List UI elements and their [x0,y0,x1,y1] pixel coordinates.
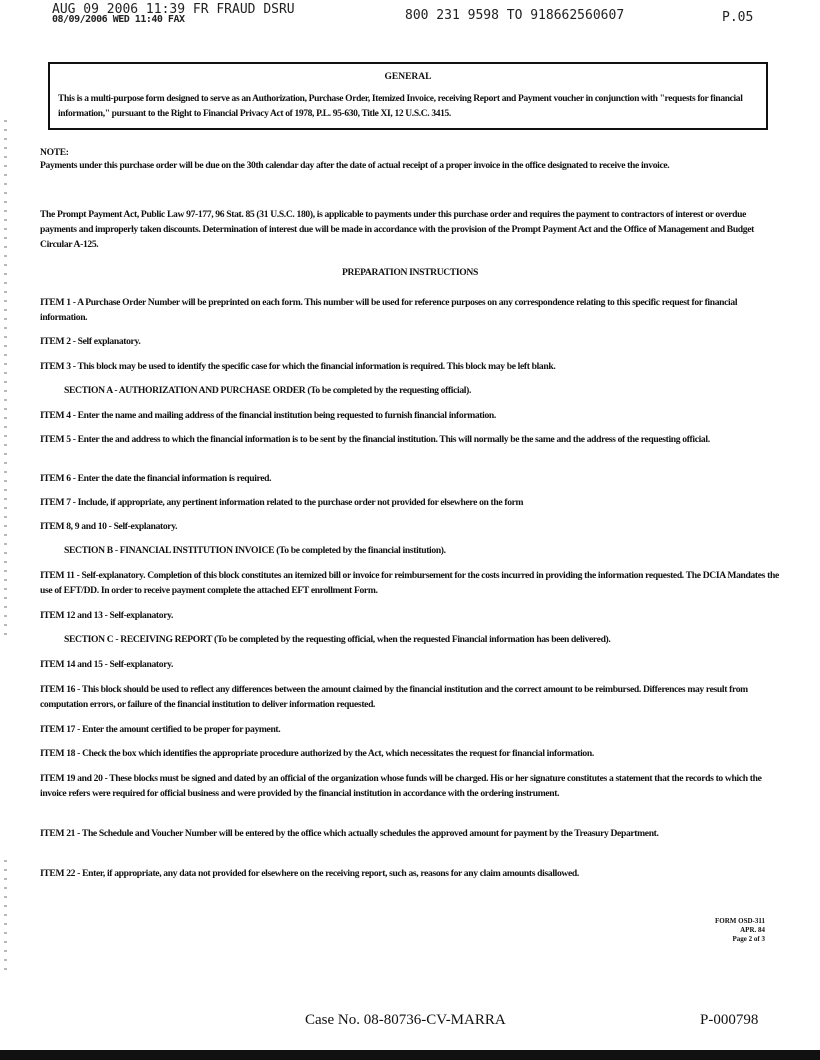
fax-header-line2: 08/09/2006 WED 11:40 FAX [52,14,185,25]
case-number: Case No. 08-80736-CV-MARRA [305,1012,506,1028]
item-17: ITEM 17 - Enter the amount certified to be proper for payment. [40,724,281,735]
item-8-10: ITEM 8, 9 and 10 - Self-explanatory. [40,521,178,532]
item-11: ITEM 11 - Self-explanatory. Completion of this block constitutes an itemized bill or invoice for reimbursement for the costs incurred in providing the information requested. The DCIA Mandates the use of EFT/DD. In order to receive payment complete the attached EFT enrollment Form. [40,570,779,596]
item-22: ITEM 22 - Enter, if appropriate, any data not provided for elsewhere on the receiving report, such as, reasons for any claim amounts disallowed. [40,868,579,879]
general-title: GENERAL [384,72,432,82]
item-16: ITEM 16 - This block should be used to reflect any differences between the amount claimed by the financial institution and the correct amount to be reimbursed. Differences may result from computation errors, or failure of the financial institution to deliver information requested. [40,684,748,710]
item-12-13: ITEM 12 and 13 - Self-explanatory. [40,610,174,621]
item-19-20: ITEM 19 and 20 - These blocks must be signed and dated by an official of the organization whose funds will be charged. His or her signature constitutes a statement that the records to which the invoice refers were required for official business and were provided by the financial institution in accordance with the ordering instrument. [40,773,762,799]
section-a: SECTION A - AUTHORIZATION AND PURCHASE ORDER (To be completed by the requesting official). [64,385,472,396]
bates-number: P-000798 [700,1012,759,1028]
general-box [48,62,768,130]
item-2: ITEM 2 - Self explanatory. [40,336,141,347]
note-text: Payments under this purchase order will be due on the 30th calendar day after the date of actual receipt of a proper invoice in the office designated to receive the invoice. [40,160,670,171]
form-date: APR. 84 [740,926,765,934]
scan-artifact [4,120,7,640]
prompt-payment-text: The Prompt Payment Act, Public Law 97-177, 96 Stat. 85 (31 U.S.C. 180), is applicable to payments under this purchase order and requires the payment to contractors of interest or overdue payments and improperly taken discounts. Determination of interest due will be made in accordance with the provision of the Prompt Payment Act and the Office of Management and Budget Circular A-125. [40,209,754,250]
fax-page-number: P.05 [722,10,754,25]
item-5: ITEM 5 - Enter the and address to which the financial information is to be sent by the financial institution. This will normally be the same and the address of the requesting official. [40,434,710,445]
scan-edge [0,1050,820,1060]
scan-artifact [4,860,7,970]
note-label: NOTE: [40,147,69,158]
item-21: ITEM 21 - The Schedule and Voucher Number will be entered by the office which actually schedules the approved amount for payment by the Treasury Department. [40,828,659,839]
item-4: ITEM 4 - Enter the name and mailing address of the financial institution being requested to furnish financial information. [40,410,496,421]
section-c: SECTION C - RECEIVING REPORT (To be completed by the requesting official, when the requested Financial information has been delivered). [64,634,611,645]
item-18: ITEM 18 - Check the box which identifies the appropriate procedure authorized by the Act, which necessitates the request for financial information. [40,748,594,759]
item-6: ITEM 6 - Enter the date the financial information is required. [40,473,272,484]
instructions-title: PREPARATION INSTRUCTIONS [342,267,478,278]
general-text: This is a multi-purpose form designed to serve as an Authorization, Purchase Order, Itemized Invoice, receiving Report and Payment voucher in conjunction with "requests for financial information," pursuant to the Right to Financial Privacy Act of 1978, P.L. 95-630, Title XI, 12 U.S.C. 3415. [58,94,743,119]
form-id [715,917,765,944]
fax-header-route: 800 231 9598 TO 918662560607 [405,8,625,23]
section-b: SECTION B - FINANCIAL INSTITUTION INVOICE (To be completed by the financial institution). [64,545,446,556]
item-7: ITEM 7 - Include, if appropriate, any pertinent information related to the purchase order not provided for elsewhere on the form [40,497,524,508]
form-page: Page 2 of 3 [732,935,765,943]
item-3: ITEM 3 - This block may be used to identify the specific case for which the financial information is required. This block may be left blank. [40,361,556,372]
form-number: FORM OSD-311 [715,917,765,925]
fax-header-line1: AUG 09 2006 11:39 FR FRAUD DSRU [52,2,295,17]
item-14-15: ITEM 14 and 15 - Self-explanatory. [40,659,174,670]
item-1: ITEM 1 - A Purchase Order Number will be preprinted on each form. This number will be used for reference purposes on any correspondence relating to this specific request for financial information. [40,297,738,323]
